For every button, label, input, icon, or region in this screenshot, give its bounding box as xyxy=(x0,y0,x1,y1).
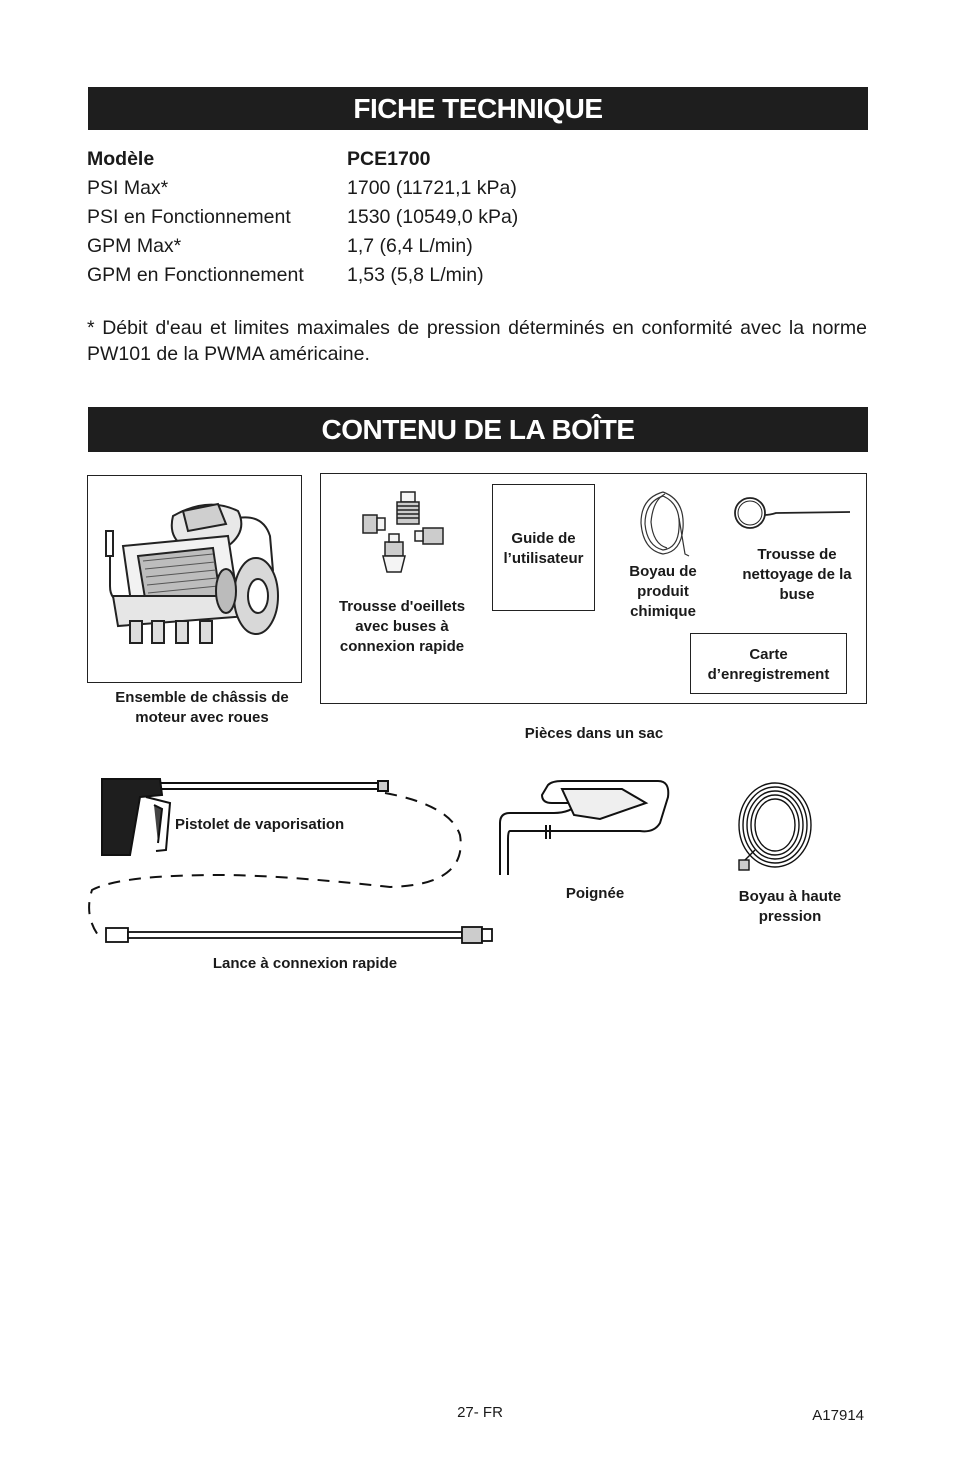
spec-row xyxy=(87,232,518,261)
item-label-nozzles: Trousse d'oeillets avec buses à connexion rapide xyxy=(338,598,466,655)
spec-value: 1530 (10549,0 kPa) xyxy=(347,206,519,228)
spec-row xyxy=(87,261,518,290)
engine-frame-illustration xyxy=(88,476,303,684)
gun-and-wand-illustration xyxy=(80,775,500,955)
section-title-contenu: CONTENU DE LA BOÎTE xyxy=(88,407,868,452)
spec-value: 1,53 (5,8 L/min) xyxy=(347,264,484,286)
document-code: A17914 xyxy=(812,1407,864,1424)
spec-label: PSI en Fonctionnement xyxy=(87,206,291,228)
nozzles-illustration xyxy=(355,490,455,575)
spec-value: 1,7 (6,4 L/min) xyxy=(347,235,473,257)
item-label-registration: Carte d’enregistrement xyxy=(707,646,830,683)
spec-row xyxy=(87,203,518,232)
spec-label: GPM Max* xyxy=(87,235,182,257)
item-label-frame: Ensemble de châssis de moteur avec roues xyxy=(115,689,289,726)
registration-card-box xyxy=(690,633,847,694)
spec-value: 1700 (11721,1 kPa) xyxy=(347,177,517,199)
spec-header-row xyxy=(87,145,518,174)
chemical-hose-illustration xyxy=(633,488,693,558)
spec-label: Modèle xyxy=(87,148,155,170)
spec-label: PSI Max* xyxy=(87,177,169,199)
section-title-fiche-technique: FICHE TECHNIQUE xyxy=(88,87,868,130)
item-label-gun: Pistolet de vaporisation xyxy=(175,816,345,833)
bag-parts-label: Pièces dans un sac xyxy=(524,725,664,742)
spec-footnote: * Débit d'eau et limites maximales de pression déterminés en conformité avec la norme PW101 de la PWMA américaine. xyxy=(87,317,867,365)
spec-row xyxy=(87,174,518,203)
spec-table xyxy=(87,145,518,290)
item-label-handle: Poignée xyxy=(565,885,625,902)
guide-box xyxy=(492,484,595,611)
item-label-wand: Lance à connexion rapide xyxy=(212,955,398,972)
page-number: 27- FR xyxy=(457,1404,503,1421)
spec-value: PCE1700 xyxy=(347,148,431,170)
high-pressure-hose-illustration xyxy=(735,780,815,880)
handle-illustration xyxy=(490,775,675,880)
frame-box xyxy=(87,475,302,683)
spec-label: GPM en Fonctionnement xyxy=(87,264,304,286)
item-label-guide: Guide de l’utilisateur xyxy=(503,530,584,567)
item-label-high-pressure-hose: Boyau à haute pression xyxy=(738,888,842,925)
item-label-chemical-hose: Boyau de produit chimique xyxy=(629,563,697,620)
nozzle-cleaning-kit-illustration xyxy=(732,493,852,533)
item-label-cleaning-kit: Trousse de nettoyage de la buse xyxy=(742,546,852,603)
